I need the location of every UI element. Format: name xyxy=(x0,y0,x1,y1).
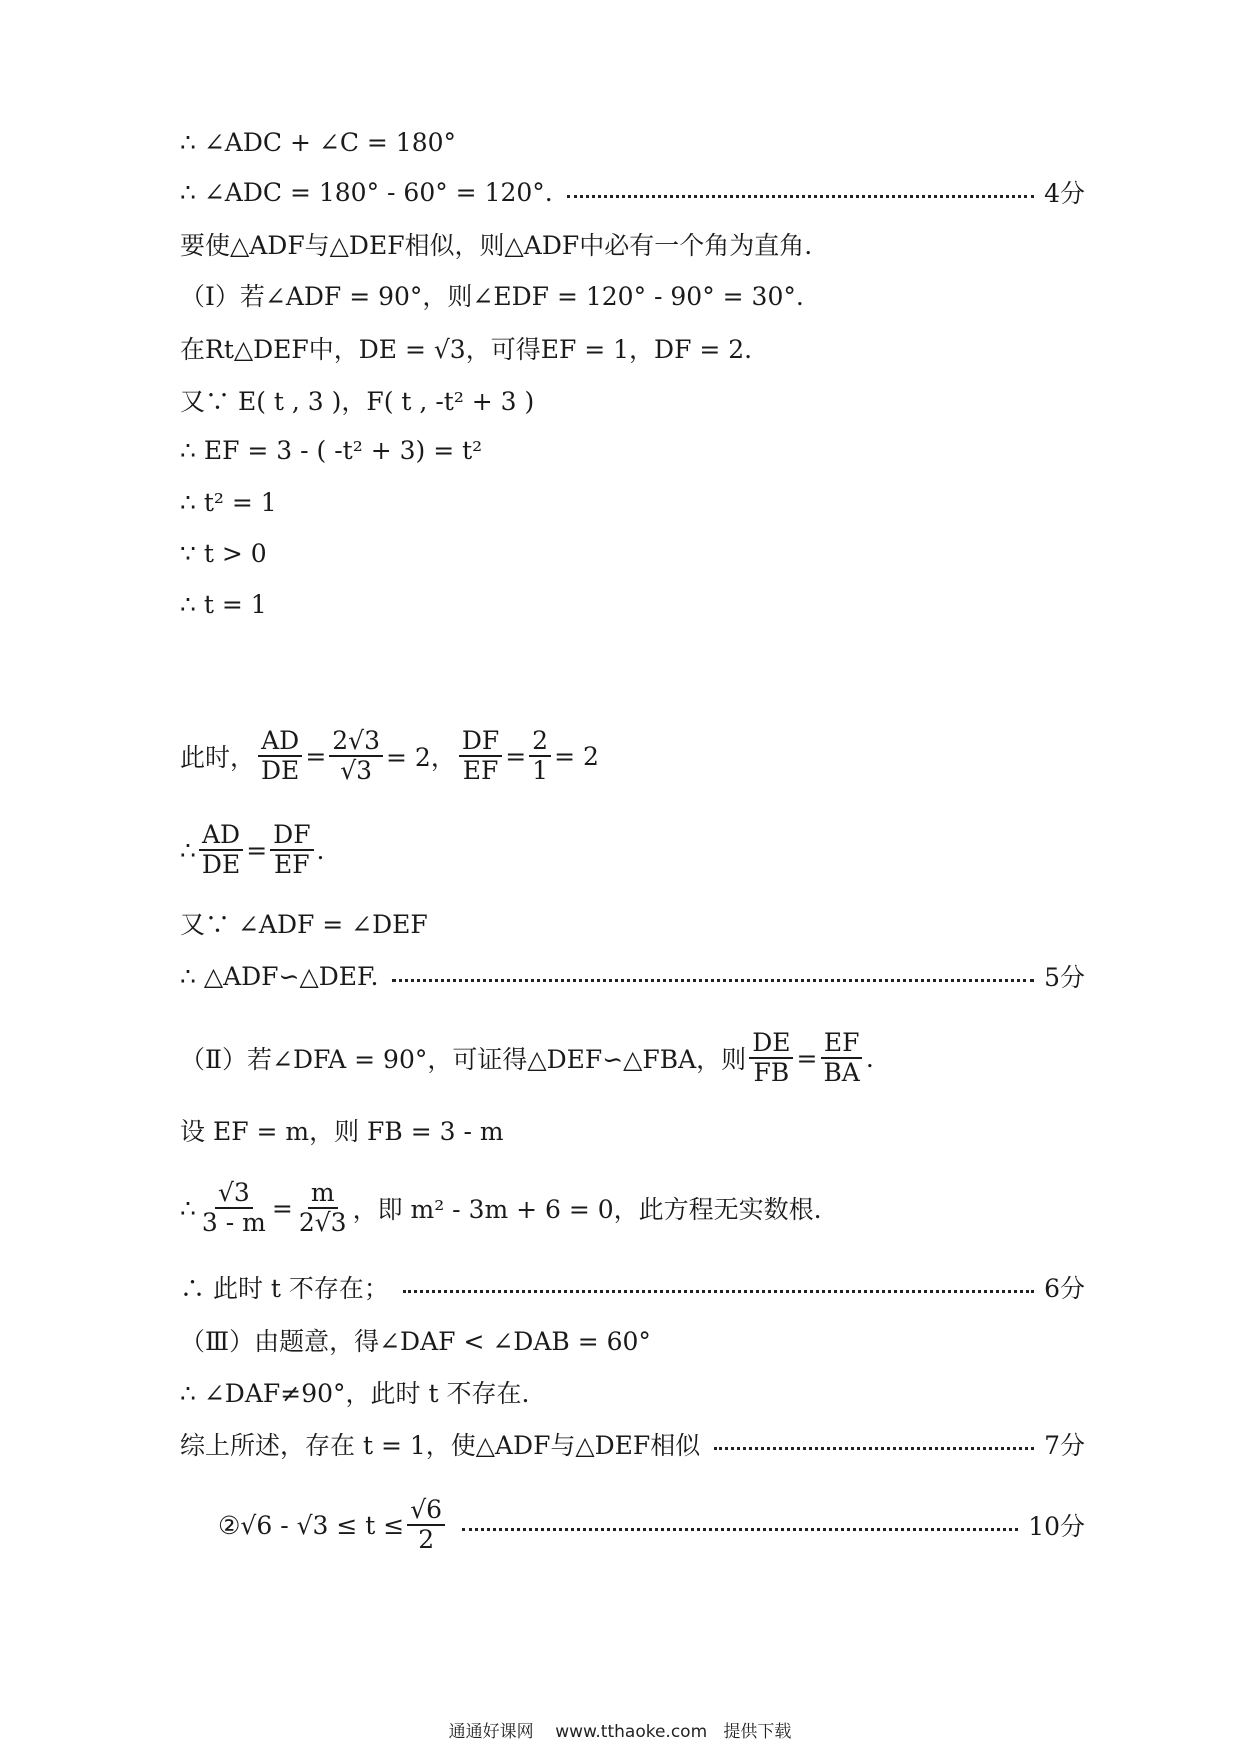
footer-suffix: 提供下载 xyxy=(723,1722,792,1742)
score-label: 6分 xyxy=(1044,1274,1085,1303)
line-4: （Ⅰ）若∠ADF = 90°，则∠EDF = 120° - 90° = 30°. xyxy=(180,282,804,311)
page-footer xyxy=(0,1717,1240,1742)
fraction: $\frac{m}{2√3}$ xyxy=(298,1177,347,1237)
line-6: 又∵ E( t , 3 )，F( t , -t² + 3 ) xyxy=(180,387,535,416)
fraction: $\frac{AD}{DE}$ xyxy=(199,822,243,879)
line-9: ∵ t > 0 xyxy=(180,538,267,568)
line-14: ∴ △ADF∽△DEF. 5分 xyxy=(180,956,1085,996)
fraction: $\frac{DF}{EF}$ xyxy=(459,728,502,785)
fraction: $\frac{√3}{3 - m}$ xyxy=(201,1177,266,1237)
score-label: 4分 xyxy=(1044,179,1085,208)
line-20: ∴ ∠DAF≠90°，此时 t 不存在. xyxy=(180,1379,530,1408)
dotted-leader xyxy=(714,1447,1034,1450)
line-17-equation: ∴ $\frac{√3}{3 - m}$ = $\frac{m}{2√3}$ ，即 m² - 3m + 6 = 0，此方程无实数根. xyxy=(180,1177,822,1237)
line-3: 要使△ADF与△DEF相似，则△ADF中必有一个角为直角. xyxy=(180,231,813,260)
line-10: ∴ t = 1 xyxy=(180,589,267,619)
dotted-leader xyxy=(462,1528,1018,1531)
line-2: ∴ ∠ADC = 180° - 60° = 120°. 4分 xyxy=(180,172,1085,212)
dotted-leader xyxy=(567,195,1034,198)
footer-url[interactable]: www.tthaoke.com xyxy=(555,1722,708,1742)
fraction: $\frac{DF}{EF}$ xyxy=(270,822,313,879)
line-19: （Ⅲ）由题意，得∠DAF < ∠DAB = 60° xyxy=(180,1327,651,1356)
line-16: 设 EF = m，则 FB = 3 - m xyxy=(180,1117,504,1146)
line-8: ∴ t² = 1 xyxy=(180,487,277,517)
line-15-case-ii: （Ⅱ）若∠DFA = 90°，可证得△DEF∽△FBA，则 $\frac{DE}{FB}$ = $\frac{EF}{BA}$ . xyxy=(180,1027,874,1087)
line-11-ratios: 此时， $\frac{AD}{DE}$ = $\frac{2√3}{√3}$ = 2， $\frac{DF}{EF}$ = $\frac{2}{1}$ = 2 xyxy=(180,725,599,785)
fraction: $\frac{DE}{FB}$ xyxy=(749,1030,793,1087)
line-12-ratio-equal: ∴ $\frac{AD}{DE}$ = $\frac{DF}{EF}$ . xyxy=(180,819,325,879)
score-label: 10分 xyxy=(1028,1512,1085,1541)
line-22-range: ②√6 - √3 ≤ t ≤ $\frac{√6}{2}$ 10分 xyxy=(218,1494,1085,1554)
score-label: 5分 xyxy=(1044,963,1085,992)
dotted-leader xyxy=(403,1290,1034,1293)
line-5: 在Rt△DEF中，DE = √3，可得EF = 1，DF = 2. xyxy=(180,335,753,364)
line-7: ∴ EF = 3 - ( -t² + 3) = t² xyxy=(180,435,483,465)
dotted-leader xyxy=(392,979,1034,982)
fraction: $\frac{2}{1}$ xyxy=(529,728,551,785)
score-label: 7分 xyxy=(1044,1431,1085,1460)
fraction: $\frac{EF}{BA}$ xyxy=(820,1030,862,1087)
line-18: ∴ 此时 t 不存在； 6分 xyxy=(180,1267,1085,1307)
fraction: $\frac{2√3}{√3}$ xyxy=(329,728,383,785)
line-1: ∴ ∠ADC + ∠C = 180° xyxy=(180,127,457,157)
footer-site-name: 通通好课网 xyxy=(448,1722,534,1742)
fraction: $\frac{AD}{DE}$ xyxy=(258,728,302,785)
line-21: 综上所述，存在 t = 1，使△ADF与△DEF相似 7分 xyxy=(180,1424,1085,1464)
fraction: $\frac{√6}{2}$ xyxy=(407,1497,445,1554)
line-13: 又∵ ∠ADF = ∠DEF xyxy=(180,910,428,939)
